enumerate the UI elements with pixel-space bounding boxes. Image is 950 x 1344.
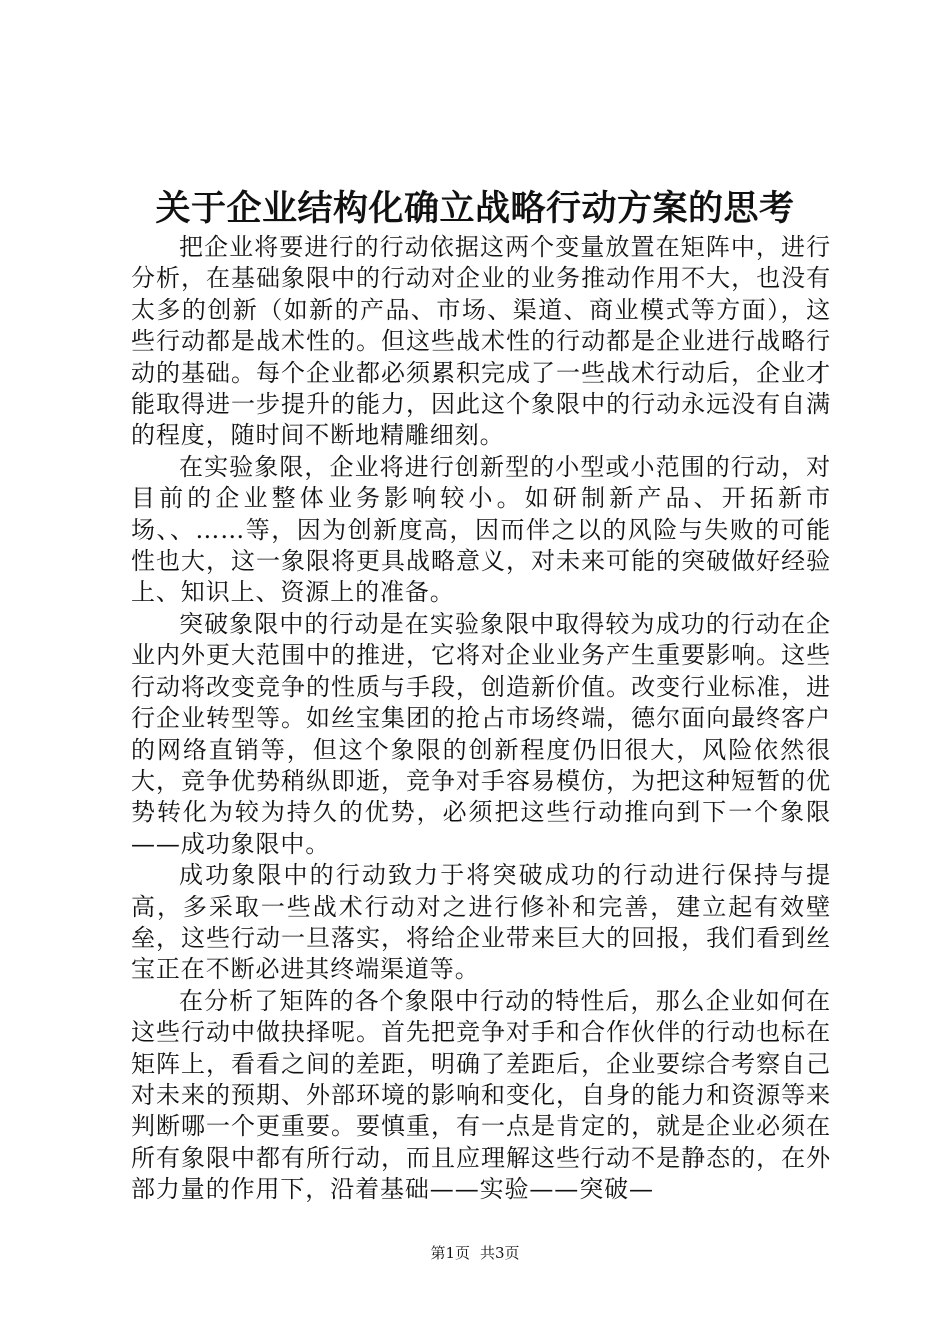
page-footer bbox=[0, 1243, 950, 1263]
paragraph-1: 把企业将要进行的行动依据这两个变量放置在矩阵中，进行分析，在基础象限中的行动对企业的业务推动作用不大，也没有太多的创新（如新的产品、市场、渠道、商业模式等方面），这些行动都是战术性的。但这些战术性的行动都是企业进行战略行动的基础。每个企业都必须累积完成了一些战术行动后，企业才能取得进一步提升的能力，因此这个象限中的行动永远没有自满的程度，随时间不断地精雕细刻。 bbox=[131, 233, 831, 450]
page-total: 共3页 bbox=[480, 1244, 520, 1262]
page-number: 第1页 bbox=[430, 1244, 470, 1262]
paragraph-2: 在实验象限，企业将进行创新型的小型或小范围的行动，对目前的企业整体业务影响较小。如研制新产品、开拓新市场、、……等，因为创新度高，因而伴之以的风险与失败的可能性也大，这一象限将更具战略意义，对未来可能的突破做好经验上、知识上、资源上的准备。 bbox=[131, 452, 831, 607]
paragraph-5: 在分析了矩阵的各个象限中行动的特性后，那么企业如何在这些行动中做抉择呢。首先把竞争对手和合作伙伴的行动也标在矩阵上，看看之间的差距，明确了差距后，企业要综合考察自己对未来的预期、外部环境的影响和变化，自身的能力和资源等来判断哪一个更重要。要慎重，有一点是肯定的，就是企业必须在所有象限中都有所行动，而且应理解这些行动不是静态的，在外部力量的作用下，沿着基础——实验——突破— bbox=[131, 986, 831, 1204]
document-body bbox=[131, 232, 831, 1206]
document-title: 关于企业结构化确立战略行动方案的思考 bbox=[155, 188, 795, 229]
paragraph-3: 突破象限中的行动是在实验象限中取得较为成功的行动在企业内外更大范围中的推进，它将对企业业务产生重要影响。这些行动将改变竞争的性质与手段，创造新价值。改变行业标准，进行企业转型等。如丝宝集团的抢占市场终端，德尔面向最终客户的网络直销等，但这个象限的创新程度仍旧很大，风险依然很大，竞争优势稍纵即逝，竞争对手容易模仿，为把这种短暂的优势转化为较为持久的优势，必须把这些行动推向到下一个象限——成功象限中。 bbox=[131, 609, 831, 858]
paragraph-4: 成功象限中的行动致力于将突破成功的行动进行保持与提高，多采取一些战术行动对之进行修补和完善，建立起有效壁垒，这些行动一旦落实，将给企业带来巨大的回报，我们看到丝宝正在不断必进其终端渠道等。 bbox=[131, 861, 831, 984]
